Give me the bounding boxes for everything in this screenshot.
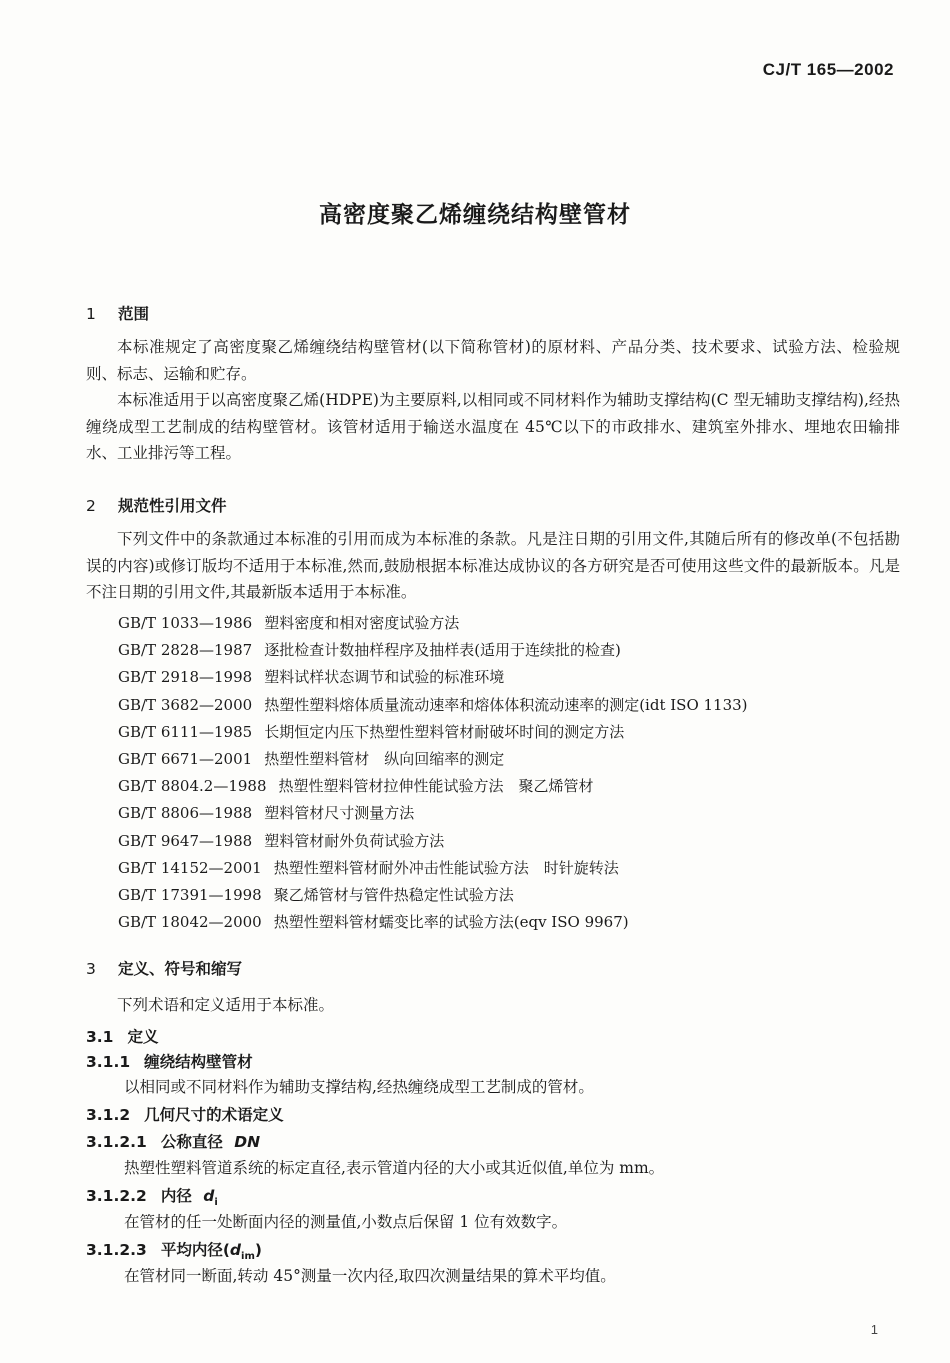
section-1-paragraph-2: 本标准适用于以高密度聚乙烯(HDPE)为主要原料,以相同或不同材料作为辅助支撑结构(C 型无辅助支撑结构),经热缠绕成型工艺制成的结构壁管材。该管材适用于输送水温度在 45℃以下的市政排水、建筑室外排水、埋地农田输排水、工业排污等工程。 bbox=[86, 391, 900, 462]
reference-title: 长期恒定内压下热塑性塑料管材耐破坏时间的测定方法 bbox=[264, 722, 625, 741]
clause-title: 缠绕结构壁管材 bbox=[144, 1053, 253, 1071]
section-2-heading bbox=[86, 494, 227, 516]
reference-title: 逐批检查计数抽样程序及抽样表(适用于连续批的检查) bbox=[264, 641, 621, 660]
clause-symbol: d bbox=[203, 1187, 215, 1205]
reference-title: 塑料管材尺寸测量方法 bbox=[264, 804, 415, 823]
clause-number: 3.1.1 bbox=[86, 1053, 131, 1071]
clause-3-1-1-heading bbox=[86, 1050, 253, 1072]
page-number: 1 bbox=[870, 1322, 878, 1337]
clause-symbol: DN bbox=[234, 1133, 261, 1151]
reference-item bbox=[118, 830, 908, 857]
reference-title: 塑料密度和相对密度试验方法 bbox=[264, 614, 460, 632]
clause-3-1-2-heading bbox=[86, 1103, 284, 1125]
reference-title: 聚乙烯管材与管件热稳定性试验方法 bbox=[273, 885, 514, 904]
section-number: 2 bbox=[86, 497, 96, 515]
clause-3-1-2-1-heading bbox=[86, 1130, 260, 1152]
clause-3-1-2-2-heading bbox=[86, 1184, 218, 1208]
clause-symbol-subscript: i bbox=[214, 1197, 218, 1209]
reference-item bbox=[118, 694, 908, 721]
clause-number: 3.1.2.3 bbox=[86, 1241, 147, 1259]
standard-code: CJ/T 165—2002 bbox=[762, 60, 894, 79]
reference-item bbox=[118, 612, 908, 639]
clause-3-1-1-text: 以相同或不同材料作为辅助支撑结构,经热缠绕成型工艺制成的管材。 bbox=[124, 1078, 594, 1096]
clause-3-1-2-2-text: 在管材的任一处断面内径的测量值,小数点后保留 1 位有效数字。 bbox=[124, 1213, 568, 1231]
section-title: 范围 bbox=[118, 305, 150, 323]
clause-title: 平均内径 bbox=[160, 1241, 223, 1259]
reference-code: GB/T 2828—1987 bbox=[118, 641, 253, 660]
clause-title: 公称直径 bbox=[160, 1133, 223, 1151]
section-1-paragraph-1: 本标准规定了高密度聚乙烯缠绕结构壁管材(以下简称管材)的原材料、产品分类、技术要求、试验方法、检验规则、标志、运输和贮存。 bbox=[86, 338, 900, 383]
clause-title: 定义 bbox=[127, 1028, 159, 1046]
reference-title: 塑料试样状态调节和试验的标准环境 bbox=[264, 668, 505, 687]
clause-3-1-2-3-heading: 3.1.2.3 平均内径$(d_{im})$ bbox=[86, 1241, 262, 1263]
section-2-intro: 下列文件中的条款通过本标准的引用而成为本标准的条款。凡是注日期的引用文件,其随后所有的修改单(不包括勘误的内容)或修订版均不适用于本标准,然而,鼓励根据本标准达成协议的各方研究是否可使用这些文件的最新版本。凡是不注日期的引用文件,其最新版本适用于本标准。 bbox=[86, 530, 900, 601]
reference-code: GB/T 6671—2001 bbox=[118, 749, 253, 768]
reference-item bbox=[118, 911, 908, 938]
section-title: 规范性引用文件 bbox=[118, 497, 227, 515]
reference-item bbox=[118, 857, 908, 884]
normative-reference-list bbox=[118, 612, 908, 938]
section-1-heading bbox=[86, 302, 149, 324]
clause-number: 3.1.2 bbox=[86, 1106, 131, 1124]
clause-number: 3.1 bbox=[86, 1028, 114, 1046]
reference-item bbox=[118, 802, 908, 829]
section-3-intro: 下列术语和定义适用于本标准。 bbox=[117, 996, 335, 1014]
reference-title: 热塑性塑料管材拉伸性能试验方法 聚乙烯管材 bbox=[278, 777, 594, 796]
reference-code: GB/T 9647—1988 bbox=[118, 831, 253, 850]
section-number: 1 bbox=[86, 305, 96, 323]
reference-item bbox=[118, 666, 908, 693]
clause-number: 3.1.2.1 bbox=[86, 1133, 147, 1151]
reference-code: GB/T 8806—1988 bbox=[118, 804, 253, 823]
clause-number: 3.1.2.2 bbox=[86, 1187, 147, 1205]
section-3-heading bbox=[86, 957, 242, 979]
reference-code: GB/T 1033—1986 bbox=[118, 614, 253, 632]
reference-item bbox=[118, 775, 908, 802]
reference-code: GB/T 3682—2000 bbox=[118, 695, 253, 714]
clause-title: 几何尺寸的术语定义 bbox=[144, 1106, 284, 1124]
reference-code: GB/T 17391—1998 bbox=[118, 885, 262, 904]
reference-title: 热塑性塑料管材蠕变比率的试验方法(eqv ISO 9967) bbox=[273, 913, 629, 932]
reference-code: GB/T 8804.2—1988 bbox=[118, 777, 267, 796]
reference-code: GB/T 14152—2001 bbox=[118, 858, 262, 877]
document-title: 高密度聚乙烯缠绕结构壁管材 bbox=[319, 202, 631, 228]
reference-item bbox=[118, 721, 908, 748]
section-title: 定义、符号和缩写 bbox=[118, 960, 243, 978]
reference-item bbox=[118, 639, 908, 666]
reference-title: 热塑性塑料管材 纵向回缩率的测定 bbox=[264, 749, 505, 768]
clause-3-1-2-3-text: 在管材同一断面,转动 45°测量一次内径,取四次测量结果的算术平均值。 bbox=[124, 1267, 616, 1285]
reference-title: 热塑性塑料管材耐外冲击性能试验方法 时针旋转法 bbox=[273, 858, 619, 877]
reference-title: 塑料管材耐外负荷试验方法 bbox=[264, 831, 445, 850]
reference-item bbox=[118, 748, 908, 775]
clause-symbol: d bbox=[229, 1241, 242, 1259]
reference-item bbox=[118, 884, 908, 911]
reference-code: GB/T 6111—1985 bbox=[118, 722, 253, 741]
reference-title: 热塑性塑料熔体质量流动速率和熔体体积流动速率的测定(idt ISO 1133) bbox=[264, 695, 748, 714]
clause-title: 内径 bbox=[160, 1187, 192, 1205]
clause-3-1-heading bbox=[86, 1025, 158, 1047]
reference-code: GB/T 18042—2000 bbox=[118, 913, 262, 932]
clause-symbol-subscript: im bbox=[241, 1251, 255, 1263]
reference-code: GB/T 2918—1998 bbox=[118, 668, 253, 687]
clause-3-1-2-1-text: 热塑性塑料管道系统的标定直径,表示管道内径的大小或其近似值,单位为 mm。 bbox=[124, 1159, 665, 1177]
section-number: 3 bbox=[86, 960, 96, 978]
